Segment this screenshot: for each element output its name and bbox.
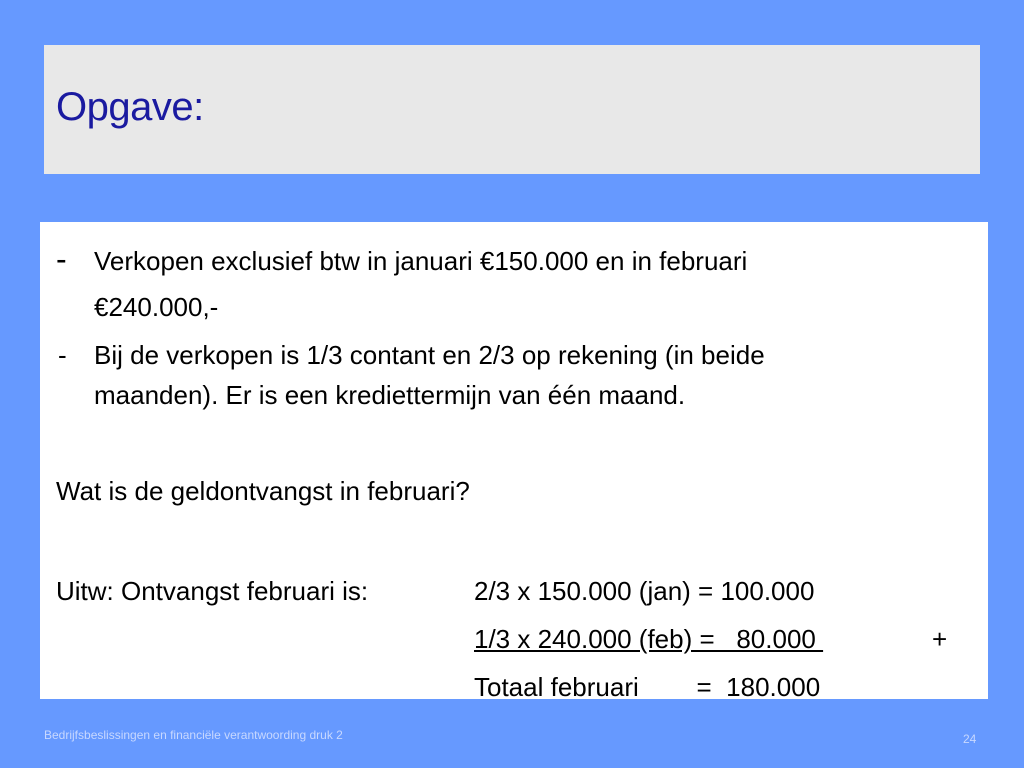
content-panel [40,222,988,702]
slide-title: Opgave: [56,85,204,129]
slide-footer: Bedrijfsbeslissingen en financiële verantwoording druk 2 [44,728,343,742]
bullet-1-line-1: Verkopen exclusief btw in januari €150.000 en in februari [94,246,748,276]
question-text: Wat is de geldontvangst in februari? [56,476,470,506]
calc-line-total: Totaal februari = 180.000 [474,672,821,702]
bullet-marker-2: - [58,340,67,370]
title-panel [44,45,980,174]
calc-line-jan: 2/3 x 150.000 (jan) = 100.000 [474,576,815,606]
answer-label: Uitw: Ontvangst februari is: [56,576,369,606]
bullet-2-line-1: Bij de verkopen is 1/3 contant en 2/3 op rekening (in beide [94,340,765,370]
bullet-marker-1: - [56,241,67,277]
bullet-1-line-2: €240.000,- [94,292,219,322]
page-number: 24 [963,732,977,746]
calc-line-feb: 1/3 x 240.000 (feb) = 80.000 [474,624,824,654]
bullet-2-line-2: maanden). Er is een krediettermijn van één maand. [94,380,686,410]
plus-sign: + [932,624,948,654]
